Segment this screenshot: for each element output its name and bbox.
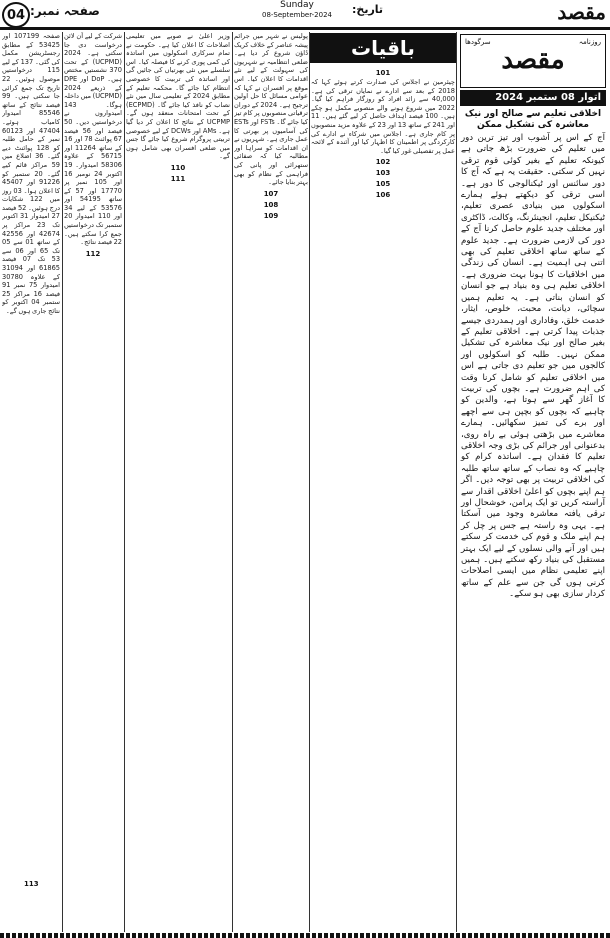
column-divider: [62, 32, 63, 932]
editorial-column: [458, 32, 608, 932]
column-4-text: پولیس نے شہر میں جرائم پیشہ عناصر کے خلاف کریک ڈاؤن شروع کر دیا ہے۔ ضلعی انتظامیہ نے شہریوں کی سہولت کے لیے نئے اقدامات کا اعلان کیا۔ اس موقع پر افسران نے کہا کہ عوامی مسائل کا حل اولین ترجیح ہے۔ 2024 کے دوران ترقیاتی منصوبوں پر کام تیز کیا جائے گا۔ FSTs اور ESTs کی آسامیوں پر بھرتی کا عمل جاری ہے۔ شہریوں نے ان اقدامات کو سراہا اور مطالبہ کیا کہ صفائی ستھرائی اور پانی کی فراہمی کے نظام کو بھی بہتر بنایا جائے۔: [234, 32, 308, 187]
editorial-logo-box: [460, 34, 606, 88]
page-number-badge: 04: [2, 2, 30, 28]
section-number: 112: [85, 249, 101, 258]
section-number: 102: [375, 158, 391, 167]
column-divider: [124, 32, 125, 932]
column-divider: [456, 32, 457, 932]
editorial-body: آج کے اس پر آشوب اور تیز ترین دور میں تعلیم کی ضرورت بڑھ جاتی ہے کیونکہ تعلیم کے بغیر کوئی قوم ترقی نہیں کر سکتی۔ حقیقت یہ ہے کہ آج کا دور سائنس اور ٹیکنالوجی کا دور ہے۔ اسی ترقی کو دیکھتے ہوئے ہمارے اسکولوں میں بنیادی عصری تعلیم، ٹیکنیکل تعلیم، انجینئرنگ، وکالت، ڈاکٹری اور مختلف جدید علوم حاصل کرنا آج کے دور کی لازمی ضرورت ہے۔ جدید علوم کے ساتھ ساتھ اخلاقی تعلیم کی بھی اتنی ہی اہمیت ہے۔ انسان کی زندگی میں اخلاقیات کا ہونا بہت ضروری ہے۔ اخلاقی تعلیم ہی وہ بنیاد ہے جو انسان کو انسان بناتی ہے۔ یہ تعلیم ہمیں سچائی، دیانت، محبت، خلوص، ایثار، خدمت خلق، وفاداری اور ہمدردی جیسے جذبات پیدا کرتی ہے۔ اخلاقی تعلیم کے بغیر صالح اور نیک معاشرہ کی تشکیل ممکن نہیں۔ طلبہ کو اسکولوں اور کالجوں میں جو تعلیم دی جاتی ہے اس میں اخلاقی تعلیم کو شامل کرنا وقت کی اہم ضرورت ہے۔ بچوں کی تربیت کا آغاز گھر سے ہوتا ہے، والدین کو چاہیے کہ بچوں کو بچپن ہی سے اچھے اور برے کی تمیز سکھائیں۔ ہمارے معاشرے میں بڑھتی ہوئی بے راہ روی، بدعنوانی اور جرائم کی بڑی وجہ اخلاقی تعلیم کا فقدان ہے۔ اساتذہ کرام کو چاہیے کہ وہ نصاب کے ساتھ ساتھ طلبہ کی اخلاقی تربیت پر بھی توجہ دیں۔ اگر ہم اپنے بچوں کو اعلیٰ اخلاقی اقدار سے آراستہ کریں تو ایک پرامن، خوشحال اور ترقی یافتہ معاشرہ وجود میں آسکتا ہے۔ یہی وہ راستہ ہے جس پر چل کر ہم اپنے ملک و قوم کی خدمت کر سکتے ہیں اور آنے والی نسلوں کے لیے ایک بہتر مستقبل کی بنیاد رکھ سکتے ہیں۔ ہمیں اپنے تعلیمی نظام میں ایسی اصلاحات کرنی ہوں گی جن سے علم کے ساتھ کردار سازی بھی ہو سکے۔: [461, 133, 605, 600]
taarikh-label: تاریخ:: [352, 3, 384, 16]
editorial-date-bar: [460, 90, 606, 106]
masthead-rule: [0, 27, 610, 30]
daily-tag: روزنامہ: [578, 38, 601, 46]
section-number: 106: [375, 191, 391, 200]
column-3-text: وزیر اعلیٰ نے صوبے میں تعلیمی اصلاحات کا اعلان کیا ہے۔ حکومت نے تمام سرکاری اسکولوں میں اساتذہ کی کمی پوری کرنے کا فیصلہ کیا۔ اس سلسلے میں نئی بھرتیاں کی جائیں گی اور اساتذہ کی تربیت کا خصوصی انتظام کیا جائے گا۔ محکمہ تعلیم کے مطابق 2024 کے تعلیمی سال میں نئے نصاب کو نافذ کیا جائے گا۔ (ECPMD) کے تحت امتحانات منعقد ہوں گے۔ UCPMP کے نتائج کا اعلان کر دیا گیا ہے۔ AMs اور DCWs کے لیے خصوصی تربیتی پروگرام شروع کیا جائے گا جس میں ضلعی افسران بھی شامل ہوں گے۔: [126, 32, 230, 161]
date-box: [242, 0, 352, 20]
masthead-logo: مقصد: [557, 0, 606, 24]
column-3: [126, 32, 230, 932]
section-number: 105: [375, 180, 391, 189]
section-number: 111: [170, 174, 186, 183]
section-number: 107: [263, 189, 279, 198]
page-label: صفحہ نمبر:: [30, 4, 100, 18]
section-number: 109: [263, 211, 279, 220]
column-divider: [232, 32, 233, 932]
baqiyat-banner: باقیات: [310, 33, 456, 63]
section-number: 113: [24, 880, 39, 888]
date-label: 08-September-2024: [261, 11, 333, 19]
column-4: [234, 32, 308, 932]
section-number: 101: [375, 69, 391, 77]
column-1: [2, 32, 60, 932]
column-5: [311, 66, 455, 932]
column-divider: [309, 32, 310, 932]
section-number: 110: [170, 163, 186, 172]
column-5-text: چیئرمین نے اجلاس کی صدارت کرتے ہوئے کہا کہ 2018 کے بعد سے ادارے نے نمایاں ترقی کی ہے۔ 40,000 سے زائد افراد کو روزگار فراہم کیا گیا۔ 2022 میں شروع ہونے والے منصوبے مکمل ہو چکے ہیں۔ 100 فیصد اہداف حاصل کر لیے گئے ہیں۔ 11 اور 241 کے ساتھ 13 اور 23 کے علاوہ مزید منصوبوں پر کام جاری ہے۔ اجلاس میں شرکاء نے ادارے کی کارکردگی پر اطمینان کا اظہار کیا اور آئندہ کے لائحہ عمل پر تفصیلی غور کیا گیا۔: [311, 78, 455, 155]
masthead: [0, 0, 610, 28]
editorial-logo: مقصد: [501, 45, 565, 75]
bottom-border: [0, 933, 610, 938]
column-1-text: صفحہ 107199 اور 53425 کے مطابق رجسٹریشن مکمل کی گئی۔ 137 کے لیے 115 درخواستیں موصول ہوئیں۔ 22 تاریخ تک جمع کرائی جا سکتی ہیں۔ 99 فیصد نتائج کے ساتھ 85546 امیدوار کامیاب ہوئے۔ 47404 اور 60123 نمبر کے حامل طلبہ کو 128 پوائنٹ دیے گئے۔ 36 اضلاع میں 59 مراکز قائم کیے گئے۔ 20 ستمبر کو 91226 اور 45407 کا اعلان ہوا۔ 03 روز میں 122 شکایات درج ہوئیں۔ 52 فیصد 27 امیدوار 31 اکتوبر تک 23 مراکز پر 42674 اور 42556 کے ساتھ 01 سے 05 تک 65 اور 06 سے 53 تک 07 فیصد 61865 اور 31094 کے علاوہ 30780 امیدوار 75 نمبر 91 فیصد 16 مراکز 25 ستمبر 04 اکتوبر کو نتائج جاری ہوں گے۔: [2, 32, 60, 315]
sargodha-tag: سرگودھا: [465, 38, 491, 46]
column-2-text: شرکت کے لیے آن لائن درخواست دی جا سکتی ہے۔ 2024 (UCPMD) کے تحت 370 نشستیں مختص ہیں۔ DoP اور DPE کے ذریعے 2024 (UCPMD) میں داخلہ ہوگا۔ 143 امیدواروں نے درخواستیں دیں۔ 50 فیصد اور 56 فیصد 67 پوائنٹ 78 اور 16 کے ساتھ 11264 اور 56715 کے علاوہ 58306 امیدوار۔ 19 اکتوبر 24 نومبر 16 اور 105 نمبر پر 17770 اور 57 کے ساتھ 54195 اور 53576 کے لیے 34 اور 110 امیدوار 20 ستمبر تک درخواستیں جمع کرا سکتے ہیں۔ 22 فیصد نتائج۔: [64, 32, 122, 247]
editorial-headline: اخلاقی تعلیم سے صالح اور نیک معاشرہ کی تشکیل ممکن: [464, 109, 602, 130]
section-number: 103: [375, 169, 391, 178]
editorial-date: اتوار 08 ستمبر 2024: [495, 92, 601, 103]
day-label: Sunday: [280, 0, 314, 10]
section-number: 108: [263, 200, 279, 209]
column-2: [64, 32, 122, 932]
